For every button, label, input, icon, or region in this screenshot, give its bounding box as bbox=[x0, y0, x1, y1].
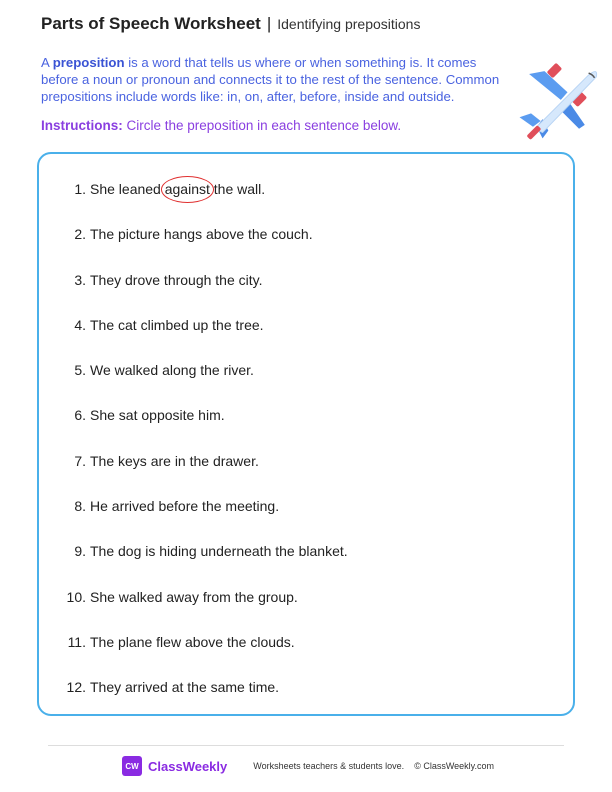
sentence-item bbox=[60, 498, 348, 543]
instructions-label: Instructions: bbox=[41, 118, 123, 133]
sentence-text[interactable]: He arrived before the meeting. bbox=[90, 498, 280, 515]
sentence-item bbox=[60, 272, 348, 317]
sentence-number: 1. bbox=[74, 181, 86, 197]
sentence-number: 5. bbox=[74, 362, 86, 379]
sentence-item bbox=[60, 317, 348, 362]
brand-name[interactable]: ClassWeekly bbox=[148, 758, 228, 774]
footer bbox=[122, 756, 494, 776]
sentence-item bbox=[60, 679, 348, 724]
sentence-text[interactable]: The dog is hiding underneath the blanket. bbox=[90, 543, 348, 560]
classweekly-logo-icon[interactable]: CW bbox=[122, 756, 142, 776]
sentence-text[interactable]: The plane flew above the clouds. bbox=[90, 633, 295, 650]
footer-divider bbox=[48, 745, 564, 746]
sentence-number: 9. bbox=[74, 543, 86, 560]
sentence-item bbox=[60, 362, 348, 407]
sentence-item bbox=[60, 543, 348, 588]
instructions-text: Circle the preposition in each sentence below. bbox=[122, 118, 402, 133]
sentence-item bbox=[60, 589, 348, 634]
worksheet-subtitle: Identifying prepositions bbox=[277, 16, 421, 32]
airplane-icon bbox=[508, 50, 604, 146]
intro-keyword: preposition bbox=[52, 55, 125, 70]
copyright: © ClassWeekly.com bbox=[414, 761, 495, 771]
sentence-number: 4. bbox=[74, 316, 86, 333]
sentence-text[interactable]: They arrived at the same time. bbox=[90, 679, 280, 696]
sentence-item bbox=[60, 226, 348, 271]
sentence-text[interactable]: They drove through the city. bbox=[90, 271, 263, 288]
worksheet-title: Parts of Speech Worksheet bbox=[41, 14, 261, 33]
sentence-text: She leaned bbox=[90, 181, 165, 197]
sentence-item bbox=[60, 634, 348, 679]
instructions bbox=[41, 118, 401, 133]
sentence-number: 12. bbox=[66, 679, 86, 696]
sentence-number: 8. bbox=[74, 498, 86, 515]
sentence-number: 2. bbox=[74, 226, 86, 243]
sentence-number: 6. bbox=[74, 407, 86, 424]
circled-preposition[interactable]: against bbox=[164, 181, 210, 197]
intro-prefix: A bbox=[41, 55, 53, 70]
sentence-text: the wall. bbox=[209, 181, 266, 197]
sentence-text[interactable]: The cat climbed up the tree. bbox=[90, 316, 264, 333]
title-separator: | bbox=[266, 14, 272, 33]
sentence-number: 7. bbox=[74, 452, 86, 469]
sentence-text[interactable]: The keys are in the drawer. bbox=[90, 452, 259, 469]
sentence-text[interactable]: She sat opposite him. bbox=[90, 407, 225, 424]
page-title bbox=[41, 14, 420, 34]
sentence-item bbox=[60, 181, 348, 226]
sentence-list bbox=[60, 181, 348, 725]
intro-paragraph bbox=[41, 54, 511, 105]
sentence-number: 3. bbox=[74, 271, 86, 288]
sentence-item bbox=[60, 407, 348, 452]
tagline: Worksheets teachers & students love. bbox=[253, 761, 405, 771]
sentence-number: 11. bbox=[67, 633, 86, 650]
intro-text: is a word that tells us where or when something is. It comes before a noun or pronoun and connects it to the rest of the sentence. Common prepositions include words like: in, on, after, before, inside and outside. bbox=[41, 55, 500, 104]
sentence-item bbox=[60, 453, 348, 498]
sentence-number: 10. bbox=[66, 588, 86, 605]
sentence-text[interactable]: The picture hangs above the couch. bbox=[90, 226, 313, 243]
sentence-text[interactable]: We walked along the river. bbox=[90, 362, 254, 379]
sentence-text[interactable]: She walked away from the group. bbox=[90, 588, 298, 605]
